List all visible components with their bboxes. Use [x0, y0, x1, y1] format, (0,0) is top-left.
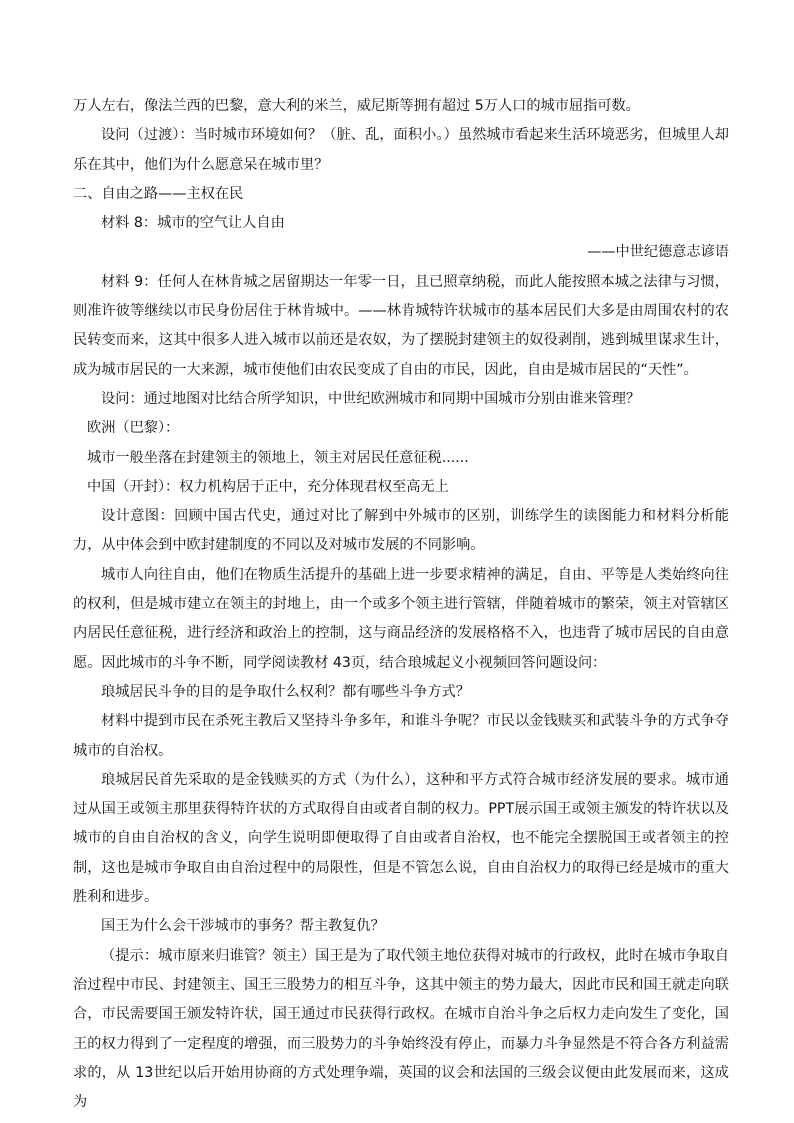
paragraph-question-king: 国王为什么会干涉城市的事务？帮主教复仇？	[101, 918, 385, 935]
paragraph-transition-question: 设问（过渡）：当时城市环境如何？（脏、乱，面积小。）虽然城市看起来生活环境恶劣，但城里人却乐在其中，他们为什么愿意呆在城市里？	[73, 127, 729, 173]
paragraph-question-laon: 琅城居民斗争的目的是争取什么权利？都有哪些斗争方式？	[101, 683, 470, 700]
paragraph-material-8: 材料 8：城市的空气让人自由	[101, 215, 285, 232]
paragraph-struggle: 材料中提到市民在杀死主教后又坚持斗争多年，和谁斗争呢？市民以金钱赎买和武装斗争的方式争夺城市的自治权。	[73, 713, 729, 759]
paragraph-hint: （提示：城市原来归谁管？领主）国王是为了取代领主地位获得对城市的行政权，此时在城市争取自治过程中市民、封建领主、国王三股势力的相互斗争，这其中领主的势力最大，因此市民和国王就走向联合，市民需要国王颁发特许状，国王通过市民获得行政权。在城市自治斗争之后权力走向发生了变化，国王的权力得到了一定程度的增强，而三股势力的斗争始终没有停止，而暴力斗争显然是不符合各方利益需求的，从 13世纪以后开始用协商的方式处理争端，英国的议会和法国的三级会议便由此发展而来，这成为	[73, 947, 729, 1111]
paragraph-city-freedom: 城市人向往自由，他们在物质生活提升的基础上进一步要求精神的满足，自由、平等是人类始终向往的权利，但是城市建立在领主的封地上，由一个或多个领主进行管辖，伴随着城市的繁荣，领主对管辖区内居民任意征税，进行经济和政治上的控制，这与商品经济的发展格格不入，也违背了城市居民的自由意愿。因此城市的斗争不断，同学阅读教材 43页，结合琅城起义小视频回答问题设问：	[73, 566, 729, 671]
paragraph-continuation: 万人左右，像法兰西的巴黎，意大利的米兰，威尼斯等拥有超过 5万人口的城市屈指可数。	[73, 98, 640, 114]
quote-source: ——中世纪德意志谚语	[587, 244, 729, 261]
paragraph-design-intent: 设计意图：回顾中国古代史，通过对比了解到中外城市的区别，训练学生的读图能力和材料分析能力，从中体会到中欧封建制度的不同以及对城市发展的不同影响。	[73, 508, 729, 554]
label-europe-paris: 欧洲（巴黎）：	[87, 420, 180, 437]
paragraph-europe-desc: 城市一般坐落在封建领主的领地上，领主对居民任意征税......	[87, 449, 469, 466]
paragraph-material-9: 材料 9：任何人在林肯城之居留期达一年零一日，且已照章纳税，而此人能按照本城之法律与习惯，则准许彼等继续以市民身份居住于林肯城中。——林肯城特许状城市的基本居民们大多是由周围农村的农民转变而来，这其中很多人进入城市以前还是农奴，为了摆脱封建领主的奴役剥削，逃到城里谋求生计，成为城市居民的一大来源，城市使他们由农民变成了自由的市民，因此，自由是城市居民的“天性”。	[73, 273, 729, 378]
paragraph-china-kaifeng: 中国（开封）：权力机构居于正中，充分体现君权至高无上	[87, 478, 449, 495]
paragraph-question-map: 设问：通过地图对比结合所学知识，中世纪欧洲城市和同期中国城市分别由谁来管理？	[101, 390, 641, 407]
paragraph-purchase: 琅城居民首先采取的是金钱赎买的方式（为什么），这种和平方式符合城市经济发展的要求。城市通过从国王或领主那里获得特许状的方式取得自由或者自制的权力。PPT展示国王或领主颁发的特许状以及城市的自由自治权的含义，向学生说明即便取得了自由或者自治权，也不能完全摆脱国王或者领主的控制，这也是城市争取自由自治过程中的局限性，但是不管怎么说，自由自治权力的取得已经是城市的重大胜利和进步。	[73, 771, 729, 906]
section-heading: 二、自由之路——主权在民	[73, 185, 244, 202]
document-body	[73, 92, 729, 1117]
